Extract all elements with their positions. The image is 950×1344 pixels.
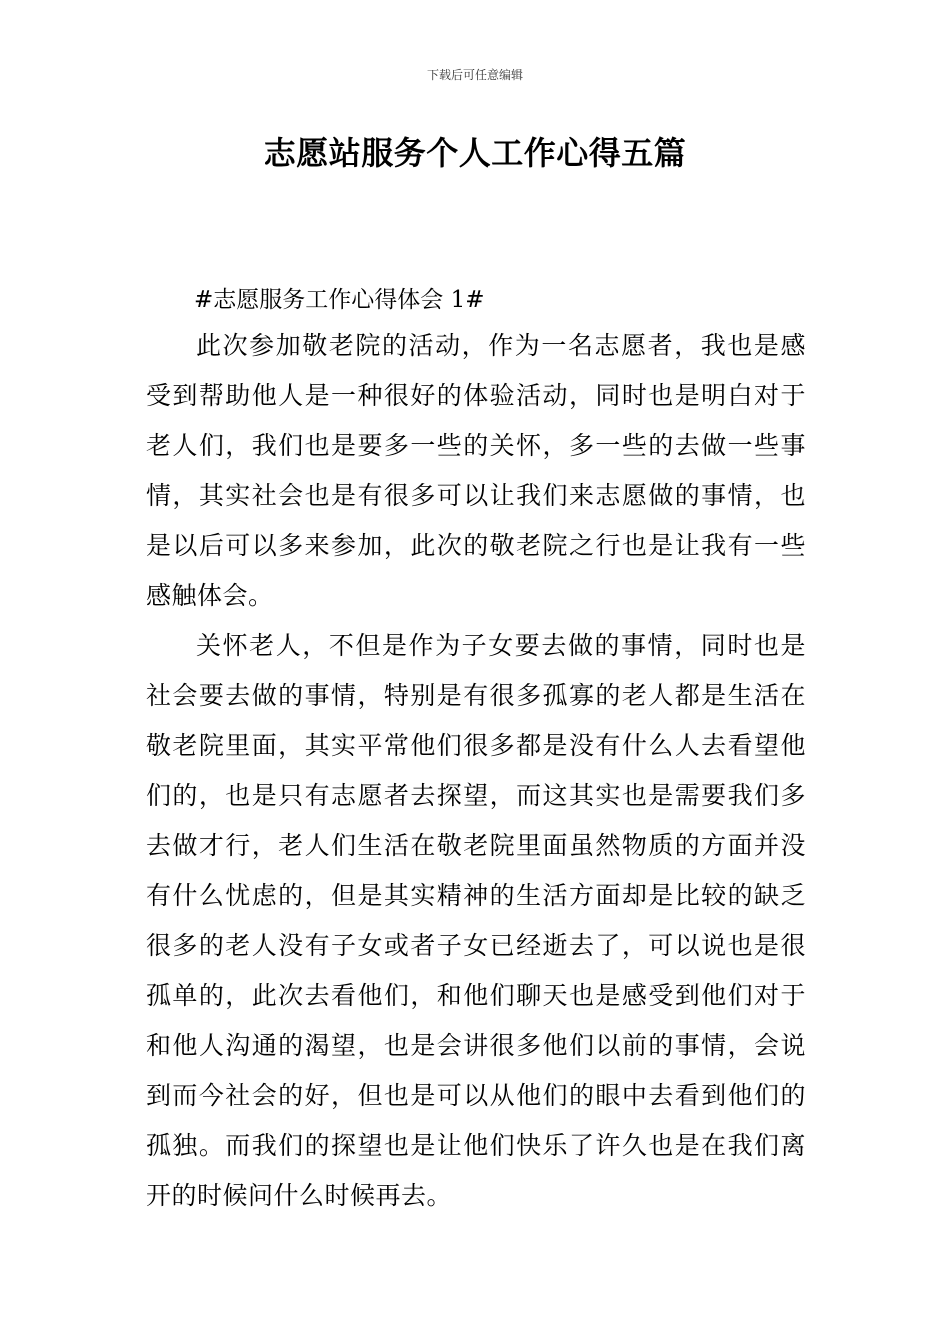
- header-note: 下载后可任意编辑: [426, 68, 523, 82]
- section-heading: #志愿服务工作心得体会 1#: [194, 287, 485, 313]
- paragraph: 关怀老人，不但是作为子女要去做的事情，同时也是社会要去做的事情，特别是有很多孤寡的老人都是生活在敬老院里面，其实平常他们很多都是没有什么人去看望他们的，也是只有志愿者去探望，而这其实也是需要我们多去做才行，老人们生活在敬老院里面虽然物质的方面并没有什么忧虑的，但是其实精神的生活方面却是比较的缺乏很多的老人没有子女或者子女已经逝去了，可以说也是很孤单的，此次去看他们，和他们聊天也是感受到他们对于和他人沟通的渴望，也是会讲很多他们以前的事情，会说到而今社会的好，但也是可以从他们的眼中去看到他们的孤独。而我们的探望也是让他们快乐了许久也是在我们离开的时候问什么时候再去。: [146, 631, 806, 1210]
- paragraph: 此次参加敬老院的活动，作为一名志愿者，我也是感受到帮助他人是一种很好的体验活动，同时也是明白对于老人们，我们也是要多一些的关怀，多一些的去做一些事情，其实社会也是有很多可以让我们来志愿做的事情，也是以后可以多来参加，此次的敬老院之行也是让我有一些感触体会。: [146, 331, 806, 610]
- document-body: [146, 283, 806, 1221]
- document-title: 志愿站服务个人工作心得五篇: [263, 134, 687, 172]
